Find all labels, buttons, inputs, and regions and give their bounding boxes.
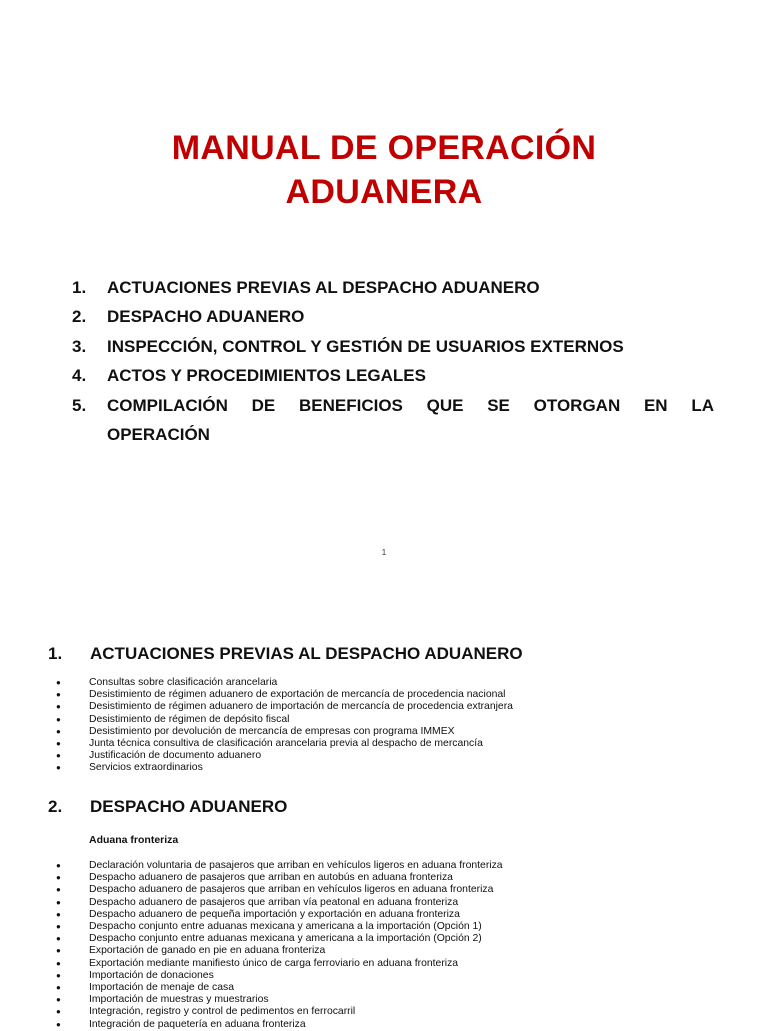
toc-item-label: ACTUACIONES PREVIAS AL DESPACHO ADUANERO <box>107 278 540 297</box>
section-title: DESPACHO ADUANERO <box>90 797 288 816</box>
toc-item-label-line-2: OPERACIÓN <box>107 425 210 445</box>
list-item <box>56 994 756 1006</box>
list-item-text: Junta técnica consultiva de clasificación arancelaria previa al despacho de mercancía <box>89 738 483 750</box>
toc-item <box>72 361 714 390</box>
list-item <box>56 750 756 762</box>
bullet-icon: ● <box>56 1007 61 1017</box>
list-item <box>56 970 756 982</box>
list-item <box>56 921 756 933</box>
bullet-icon: ● <box>56 934 61 944</box>
bullet-icon: ● <box>56 983 61 993</box>
toc-item-label: INSPECCIÓN, CONTROL Y GESTIÓN DE USUARIOS EXTERNOS <box>107 336 624 356</box>
section-1-list <box>56 677 756 775</box>
list-item <box>56 860 756 872</box>
list-item-text: Integración de paquetería en aduana fronteriza <box>89 1018 306 1030</box>
toc-item <box>72 332 714 361</box>
table-of-contents <box>72 273 714 449</box>
section-number: 1. <box>48 644 63 663</box>
list-item-text: Desistimiento de régimen aduanero de exportación de mercancía de procedencia nacional <box>89 689 506 701</box>
section-heading <box>48 644 523 664</box>
list-item-text: Despacho aduanero de pasajeros que arriban vía peatonal en aduana fronteriza <box>89 896 459 908</box>
bullet-icon: ● <box>56 751 61 761</box>
list-item-text: Despacho conjunto entre aduanas mexicana y americana a la importación (Opción 1) <box>89 921 482 933</box>
list-item-text: Desistimiento de régimen aduanero de importación de mercancía de procedencia extranjera <box>89 701 513 713</box>
bullet-icon: ● <box>56 739 61 749</box>
section-2-list <box>56 860 756 1031</box>
document-title-line-1: MANUAL DE OPERACIÓN <box>171 129 597 167</box>
bullet-icon: ● <box>56 922 61 932</box>
list-item <box>56 701 756 713</box>
bullet-icon: ● <box>56 885 61 895</box>
list-item <box>56 1006 756 1018</box>
list-item-text: Desistimiento por devolución de mercancía de empresas con programa IMMEX <box>89 725 455 737</box>
list-item-text: Despacho aduanero de pequeña importación y exportación en aduana fronteriza <box>89 908 460 920</box>
list-item-text: Despacho conjunto entre aduanas mexicana y americana a la importación (Opción 2) <box>89 933 482 945</box>
toc-item-number: 1. <box>72 278 87 297</box>
toc-item-label: ACTOS Y PROCEDIMIENTOS LEGALES <box>107 366 426 386</box>
toc-item-number: 5. <box>72 395 87 415</box>
list-item-text: Justificación de documento aduanero <box>89 750 262 762</box>
bullet-icon: ● <box>56 861 61 870</box>
bullet-icon: ● <box>56 726 61 736</box>
toc-item-label <box>107 391 714 450</box>
list-item-text: Despacho aduanero de pasajeros que arriban en vehículos ligeros en aduana fronteriza <box>89 884 494 896</box>
subsection-heading: Aduana fronteriza <box>89 834 179 846</box>
bullet-icon: ● <box>56 909 61 919</box>
bullet-icon: ● <box>56 678 61 687</box>
list-item <box>56 884 756 896</box>
list-item <box>56 982 756 994</box>
list-item <box>56 897 756 909</box>
list-item <box>56 689 756 701</box>
page-number: 1 <box>381 548 387 557</box>
list-item-text: Importación de donaciones <box>89 969 214 981</box>
list-item <box>56 677 756 689</box>
document-title-line-2: ADUANERA <box>285 173 483 211</box>
bullet-icon: ● <box>56 946 61 956</box>
list-item <box>56 933 756 945</box>
section-number: 2. <box>48 797 63 816</box>
toc-item-label-line-1: COMPILACIÓN DE BENEFICIOS QUE SE OTORGAN EN LA <box>107 395 714 415</box>
section-title: ACTUACIONES PREVIAS AL DESPACHO ADUANERO <box>90 644 523 663</box>
list-item <box>56 1019 756 1031</box>
toc-item-number: 2. <box>72 307 87 327</box>
list-item-text: Consultas sobre clasificación arancelaria <box>89 677 278 688</box>
bullet-icon: ● <box>56 714 61 724</box>
toc-item <box>72 273 714 302</box>
bullet-icon: ● <box>56 702 61 712</box>
list-item <box>56 738 756 750</box>
list-item-text: Declaración voluntaria de pasajeros que arriban en vehículos ligeros en aduana fronteriza <box>89 860 503 871</box>
bullet-icon: ● <box>56 1019 61 1029</box>
list-item-text: Exportación mediante manifiesto único de carga ferroviario en aduana fronteriza <box>89 957 459 969</box>
list-item-text: Importación de menaje de casa <box>89 982 234 994</box>
list-item-text: Despacho aduanero de pasajeros que arriban en autobús en aduana fronteriza <box>89 872 453 884</box>
list-item <box>56 909 756 921</box>
document-title <box>0 126 768 214</box>
list-item <box>56 872 756 884</box>
list-item <box>56 762 756 774</box>
list-item <box>56 714 756 726</box>
toc-item <box>72 302 714 331</box>
bullet-icon: ● <box>56 763 61 773</box>
bullet-icon: ● <box>56 690 61 700</box>
list-item-text: Servicios extraordinarios <box>89 762 203 774</box>
bullet-icon: ● <box>56 958 61 968</box>
toc-item <box>72 391 714 450</box>
toc-item-number: 3. <box>72 336 87 356</box>
bullet-icon: ● <box>56 873 61 883</box>
bullet-icon: ● <box>56 897 61 907</box>
list-item <box>56 958 756 970</box>
toc-item-label: DESPACHO ADUANERO <box>107 307 305 327</box>
list-item-text: Integración, registro y control de pedimentos en ferrocarril <box>89 1006 356 1018</box>
list-item <box>56 726 756 738</box>
bullet-icon: ● <box>56 995 61 1005</box>
bullet-icon: ● <box>56 970 61 980</box>
list-item-text: Desistimiento de régimen de depósito fiscal <box>89 713 290 725</box>
section-heading <box>48 797 287 817</box>
list-item <box>56 945 756 957</box>
toc-item-number: 4. <box>72 366 87 386</box>
list-item-text: Exportación de ganado en pie en aduana fronteriza <box>89 945 326 957</box>
list-item-text: Importación de muestras y muestrarios <box>89 994 269 1006</box>
